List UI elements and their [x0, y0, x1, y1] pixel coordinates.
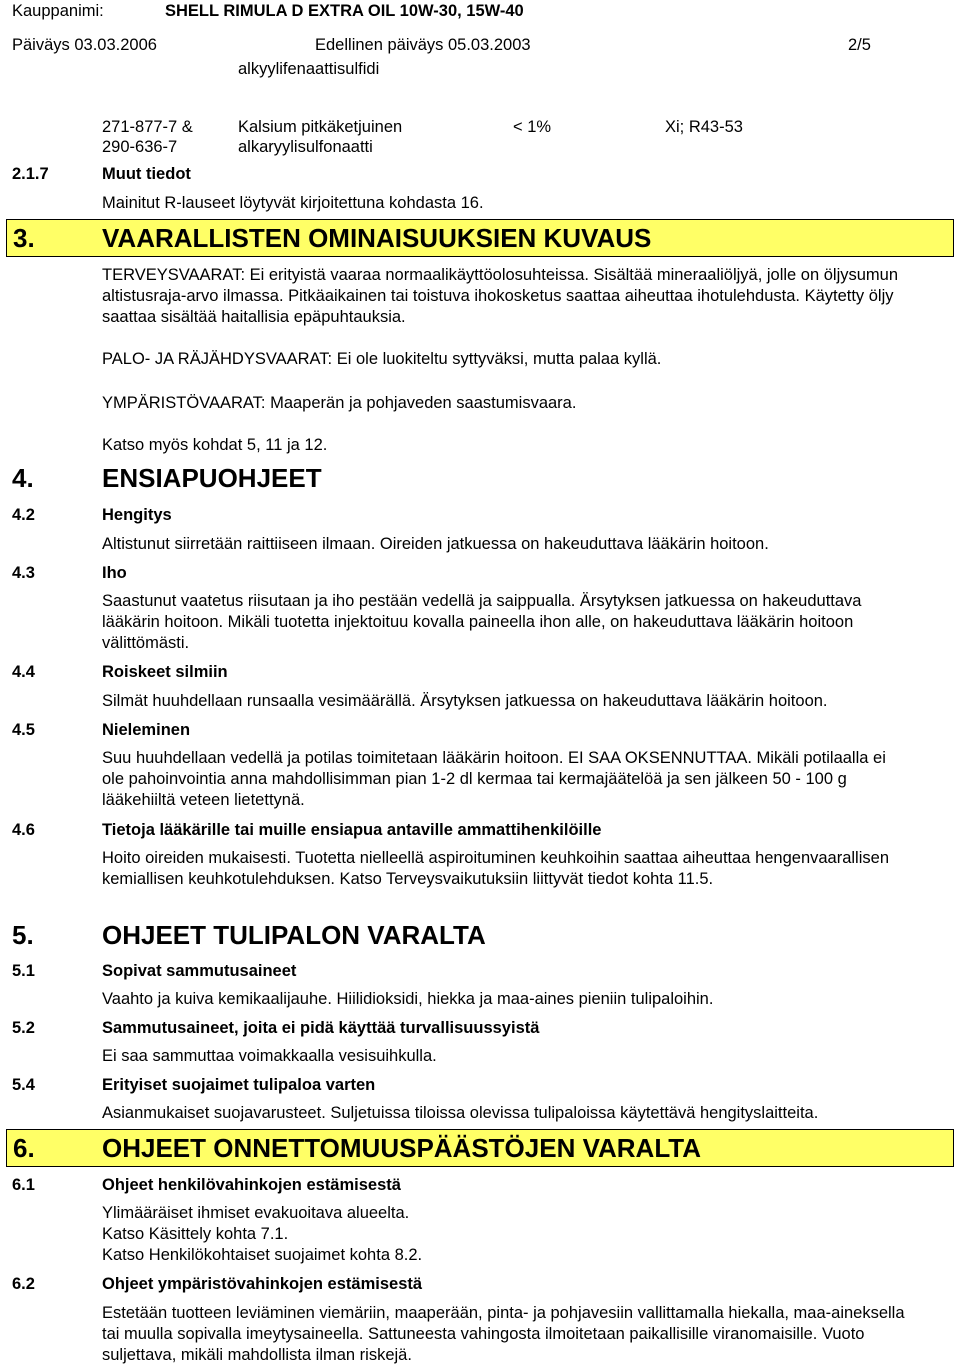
section-number-5-2: 5.2 — [12, 1019, 35, 1037]
page-number: 2/5 — [848, 36, 871, 54]
section-title-4-2: Hengitys — [102, 506, 172, 524]
component-concentration: < 1% — [513, 118, 552, 136]
section-text-5-4: Asianmukaiset suojavarusteet. Suljetuissa tiloissa olevissa tulipaloissa käytettävä hengityslaitteita. — [102, 1104, 819, 1122]
product-name: SHELL RIMULA D EXTRA OIL 10W-30, 15W-40 — [165, 2, 524, 20]
date-label: Päiväys 03.03.2006 — [12, 36, 157, 54]
section-number-4-4: 4.4 — [12, 663, 35, 681]
section-text-4-5: Suu huuhdellaan vedellä ja potilas toimitetaan lääkärin hoitoon. EI SAA OKSENNUTTAA. Mikäli potilaalla ei ole pahoinvointia anna mahdollisimman pian 1-2 dl kermaa tai kermajäätelöä ja sen jälkeen 50 - 100 g lääkehiiltä veteen lietettynä. — [102, 749, 886, 809]
section-number-4-6: 4.6 — [12, 821, 35, 839]
component-name-line2: alkaryylisulfonaatti — [238, 138, 373, 156]
section-title-2-1-7: Muut tiedot — [102, 165, 191, 183]
section-title-6-1: Ohjeet henkilövahinkojen estämisestä — [102, 1176, 401, 1194]
section-text-6-1-line3: Katso Henkilökohtaiset suojaimet kohta 8.2. — [102, 1246, 423, 1264]
section-text-5-1: Vaahto ja kuiva kemikaalijauhe. Hiilidioksidi, hiekka ja maa-aines pieniin tulipaloihin. — [102, 990, 714, 1008]
section-number-4-2: 4.2 — [12, 506, 35, 524]
section-text-5-2: Ei saa sammuttaa voimakkaalla vesisuihkulla. — [102, 1047, 437, 1065]
section-title-5-4: Erityiset suojaimet tulipaloa varten — [102, 1076, 376, 1094]
fire-hazards-text: PALO- JA RÄJÄHDYSVAARAT: Ei ole luokiteltu syttyväksi, mutta palaa kyllä. — [102, 350, 662, 368]
section-banner-3 — [6, 219, 954, 257]
section-text-4-6: Hoito oireiden mukaisesti. Tuotetta nielleellä aspiroituminen keuhkoihin saattaa aiheuttaa hengenvaarallisen kemiallisen keuhkotulehduksen. Katso Terveysvaikutuksiin liittyvät tiedot kohta 11.5. — [102, 849, 889, 888]
see-also-text: Katso myös kohdat 5, 11 ja 12. — [102, 436, 328, 454]
component-classification: Xi; R43-53 — [665, 118, 743, 136]
section-text-2-1-7: Mainitut R-lauseet löytyvät kirjoitettuna kohdasta 16. — [102, 194, 484, 212]
environmental-hazards-text: YMPÄRISTÖVAARAT: Maaperän ja pohjaveden saastumisvaara. — [102, 394, 577, 412]
section-title-5: OHJEET TULIPALON VARALTA — [102, 920, 486, 950]
section-title-6: OHJEET ONNETTOMUUSPÄÄSTÖJEN VARALTA — [102, 1133, 702, 1163]
section-number-4-3: 4.3 — [12, 564, 35, 582]
component-cas-line2: 290-636-7 — [102, 138, 178, 156]
component-cas-line1: 271-877-7 & — [102, 118, 193, 136]
section-number-3: 3. — [13, 223, 35, 253]
section-text-6-1-line2: Katso Käsittely kohta 7.1. — [102, 1225, 289, 1243]
section-text-6-1-line1: Ylimääräiset ihmiset evakuoitava alueelta. — [102, 1204, 410, 1222]
section-number-6-2: 6.2 — [12, 1275, 35, 1293]
section-text-4-3: Saastunut vaatetus riisutaan ja iho pestään vedellä ja saippualla. Ärsytyksen jatkuessa on hakeuduttava lääkärin hoitoon. Mikäli tuotetta injektoituu kovalla paineella ihon alle, on hakeuduttava lääkärin hoitoon välittömästi. — [102, 592, 862, 652]
section-title-4-4: Roiskeet silmiin — [102, 663, 228, 681]
section-number-6: 6. — [13, 1133, 35, 1163]
section-title-4-6: Tietoja lääkärille tai muille ensiapua antaville ammattihenkilöille — [102, 821, 602, 839]
section-number-4: 4. — [12, 463, 34, 493]
section-number-5-1: 5.1 — [12, 962, 35, 980]
section-number-5-4: 5.4 — [12, 1076, 35, 1094]
section-text-6-2: Estetään tuotteen leviäminen viemäriin, maaperään, pinta- ja pohjavesiin vallittamalla hiekalla, maa-aineksella tai muulla sopivalla imeytysaineella. Sattuneesta vahingosta ilmoitetaan paikallisille viranomaisille. Vuoto suljettava, mikäli mahdollista ilman riskejä. — [102, 1304, 905, 1364]
previous-date-label: Edellinen päiväys 05.03.2003 — [315, 36, 531, 54]
section-number-4-5: 4.5 — [12, 721, 35, 739]
section-title-3: VAARALLISTEN OMINAISUUKSIEN KUVAUS — [102, 223, 652, 253]
component-name-line1: Kalsium pitkäketjuinen — [238, 118, 403, 136]
continued-component-name: alkyylifenaattisulfidi — [238, 60, 380, 78]
section-heading-5 — [12, 918, 486, 952]
section-title-4-5: Nieleminen — [102, 721, 191, 739]
section-text-4-2: Altistunut siirretään raittiiseen ilmaan. Oireiden jatkuessa on hakeuduttava lääkärin hoitoon. — [102, 535, 769, 553]
section-text-4-4: Silmät huuhdellaan runsaalla vesimäärällä. Ärsytyksen jatkuessa on hakeuduttava lääkärin hoitoon. — [102, 692, 828, 710]
section-heading-4 — [12, 461, 322, 495]
section-number-5: 5. — [12, 920, 34, 950]
section-title-6-2: Ohjeet ympäristövahinkojen estämisestä — [102, 1275, 423, 1293]
product-label: Kauppanimi: — [12, 2, 104, 20]
section-banner-6 — [6, 1129, 954, 1167]
section-number-2-1-7: 2.1.7 — [12, 165, 49, 183]
section-title-5-1: Sopivat sammutusaineet — [102, 962, 297, 980]
section-number-6-1: 6.1 — [12, 1176, 35, 1194]
section-title-4-3: Iho — [102, 564, 127, 582]
section-title-4: ENSIAPUOHJEET — [102, 463, 322, 493]
section-title-5-2: Sammutusaineet, joita ei pidä käyttää turvallisuussyistä — [102, 1019, 540, 1037]
health-hazards-text: TERVEYSVAARAT: Ei erityistä vaaraa normaalikäyttöolosuhteissa. Sisältää mineraaliöljyä, jolle on öljysumun altistusraja-arvo ilmassa. Pitkäaikainen tai toistuva ihokosketus saattaa aiheuttaa ihotulehdusta. Käytetty öljy saattaa sisältää haitallisia epäpuhtauksia. — [102, 266, 899, 326]
